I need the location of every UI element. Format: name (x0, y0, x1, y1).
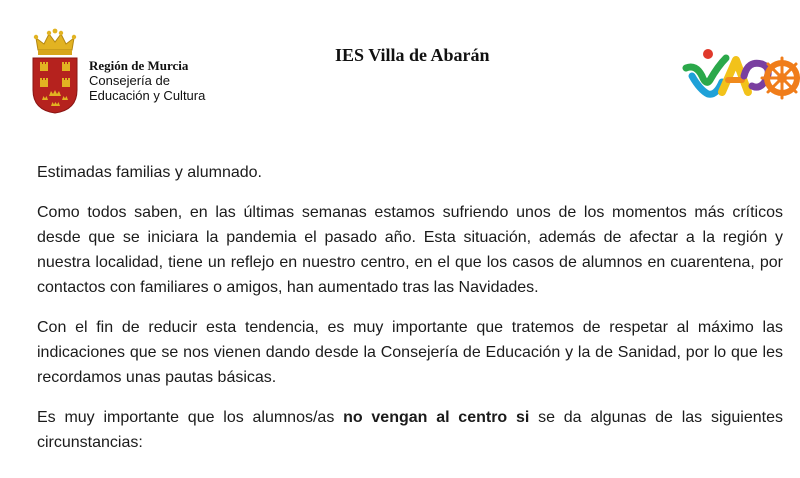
region-murcia-crest-icon (30, 28, 80, 114)
paragraph-circumstances-emphasis: no vengan al centro si (343, 409, 530, 426)
greeting: Estimadas familias y alumnado. (37, 164, 262, 181)
paragraph-circumstances-intro: Es muy importante que los alumnos/as (37, 409, 344, 426)
school-logo-icon (682, 46, 800, 104)
department-line-1: Consejería de (89, 73, 170, 88)
region-department-block (89, 58, 205, 103)
paragraph-recommendations: Con el fin de reducir esta tendencia, es muy importante que tratemos de respetar al máximo las indicaciones que se nos vienen dando desde la Consejería de Educación y la de Sanidad, por lo que les recordamos unas pautas básicas. (37, 319, 783, 386)
paragraph-circumstances (37, 405, 783, 455)
department-line-2: Educación y Cultura (89, 88, 206, 103)
letterhead (0, 0, 800, 140)
region-name: Región de Murcia (89, 58, 189, 73)
paragraph-circumstances-end: se da algunas de las siguientes circunstancias: (37, 409, 783, 451)
paragraph-situation: Como todos saben, en las últimas semanas estamos sufriendo unos de los momentos más críticos desde que se iniciara la pandemia el pasado año. Esta situación, además de afectar a la región y nuestra localidad, tiene un reflejo en nuestro centro, en el que los casos de alumnos en cuarentena, por contactos con familiares o amigos, han aumentado tras las Navidades. (37, 204, 783, 296)
letter-body (37, 160, 783, 470)
school-title: IES Villa de Abarán (335, 45, 490, 65)
